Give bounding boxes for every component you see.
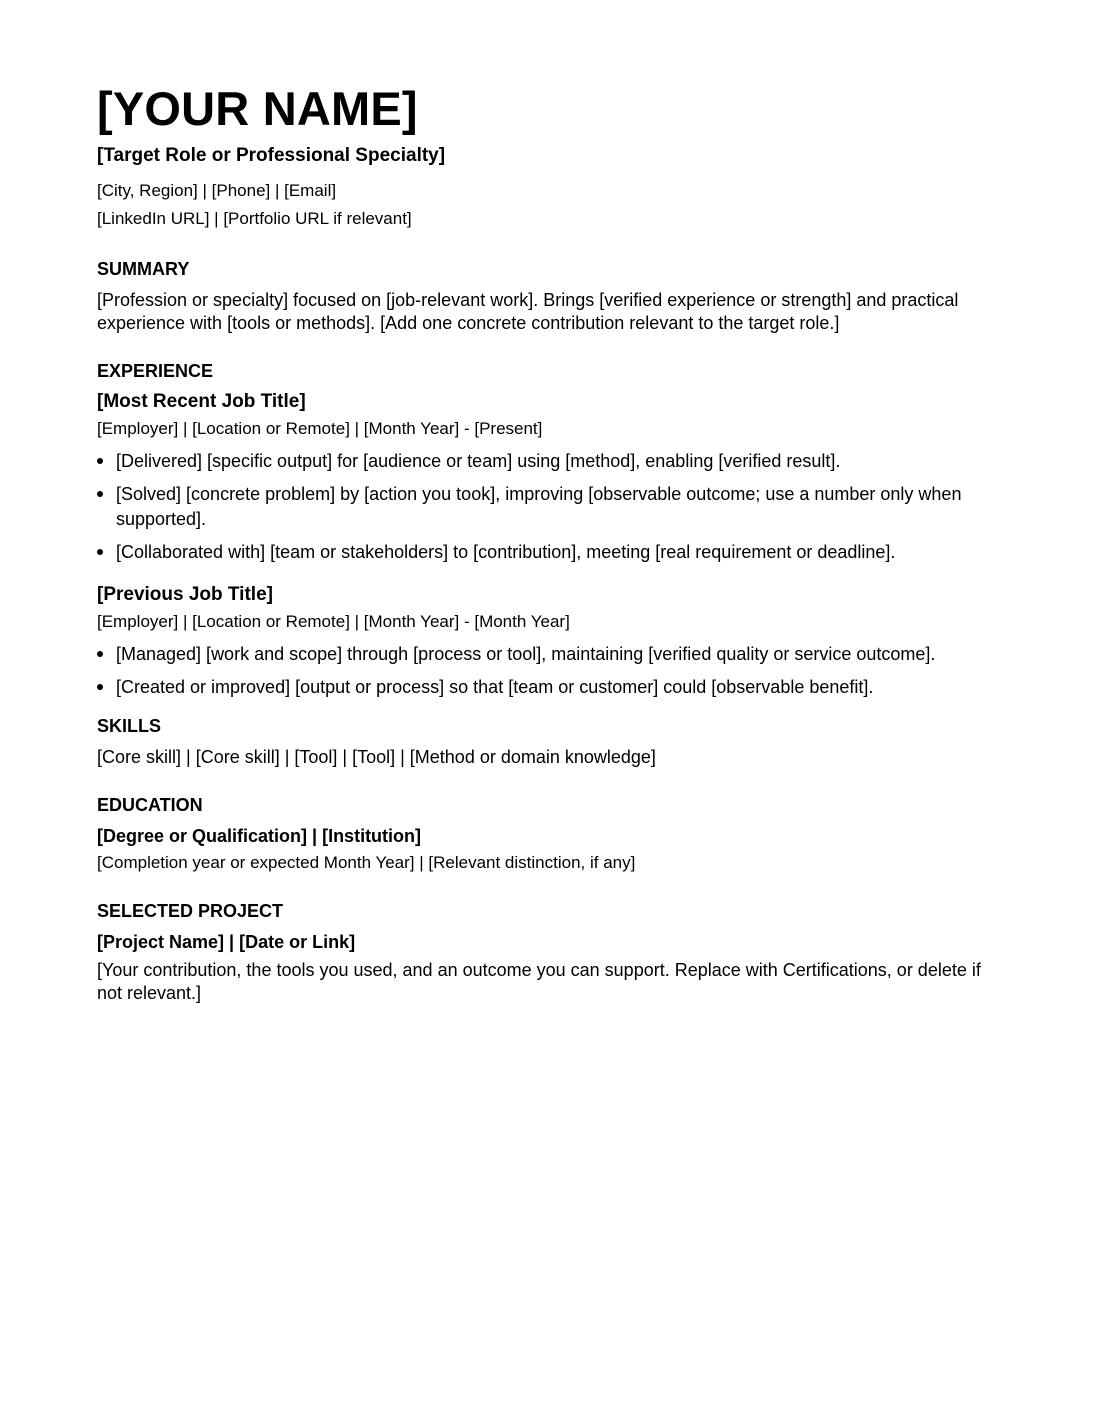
skills-section xyxy=(97,714,1004,769)
project-text: [Your contribution, the tools you used, and an outcome you can support. Replace with Certifications, or delete if not relevant.] xyxy=(97,960,981,1003)
experience-section xyxy=(97,359,1004,700)
project-heading: SELECTED PROJECT xyxy=(97,901,284,921)
job-bullet xyxy=(97,449,1004,474)
education-meta: [Completion year or expected Month Year] | [Relevant distinction, if any] xyxy=(97,853,636,872)
contact-line-2: [LinkedIn URL] | [Portfolio URL if relevant] xyxy=(97,209,412,228)
education-section xyxy=(97,793,1004,875)
job-meta: [Employer] | [Location or Remote] | [Month Year] - [Present] xyxy=(97,419,543,438)
job-title: [Most Recent Job Title] xyxy=(97,391,306,412)
bullet-icon xyxy=(97,458,103,464)
candidate-name: [YOUR NAME] xyxy=(97,82,418,135)
job-bullet-text: [Collaborated with] [team or stakeholders] to [contribution], meeting [real requirement or deadline]. xyxy=(116,542,896,562)
job-entry xyxy=(97,390,1004,565)
education-heading: EDUCATION xyxy=(97,795,203,815)
project-section xyxy=(97,899,1004,1005)
job-bullet-text: [Delivered] [specific output] for [audience or team] using [method], enabling [verified result]. xyxy=(116,451,841,471)
job-bullet xyxy=(97,642,1004,667)
job-bullet xyxy=(97,675,1004,700)
job-bullet-text: [Solved] [concrete problem] by [action you took], improving [observable outcome; use a number only when supported]. xyxy=(116,484,962,529)
skills-text: [Core skill] | [Core skill] | [Tool] | [Tool] | [Method or domain knowledge] xyxy=(97,747,656,767)
summary-section xyxy=(97,257,1004,335)
job-bullets xyxy=(97,642,1004,700)
skills-heading: SKILLS xyxy=(97,716,162,736)
bullet-icon xyxy=(97,651,103,657)
summary-text: [Profession or specialty] focused on [job-relevant work]. Brings [verified experience or strength] and practical experience with [tools or methods]. [Add one concrete contribution relevant to the target role.] xyxy=(97,290,959,333)
job-bullet xyxy=(97,540,1004,565)
project-title: [Project Name] | [Date or Link] xyxy=(97,932,356,952)
job-title: [Previous Job Title] xyxy=(97,584,273,605)
education-title: [Degree or Qualification] | [Institution] xyxy=(97,826,422,846)
summary-heading: SUMMARY xyxy=(97,259,190,279)
bullet-icon xyxy=(97,684,103,690)
job-meta: [Employer] | [Location or Remote] | [Month Year] - [Month Year] xyxy=(97,612,570,631)
job-bullet-text: [Managed] [work and scope] through [process or tool], maintaining [verified quality or service outcome]. xyxy=(116,644,936,664)
job-bullet-text: [Created or improved] [output or process] so that [team or customer] could [observable benefit]. xyxy=(116,677,874,697)
bullet-icon xyxy=(97,549,103,555)
experience-heading: EXPERIENCE xyxy=(97,361,214,381)
job-bullet xyxy=(97,482,1004,532)
bullet-icon xyxy=(97,491,103,497)
target-role: [Target Role or Professional Specialty] xyxy=(97,145,446,166)
job-bullets xyxy=(97,449,1004,565)
contact-line-1: [City, Region] | [Phone] | [Email] xyxy=(97,181,337,200)
job-entry xyxy=(97,583,1004,700)
contact-block xyxy=(97,177,1004,233)
